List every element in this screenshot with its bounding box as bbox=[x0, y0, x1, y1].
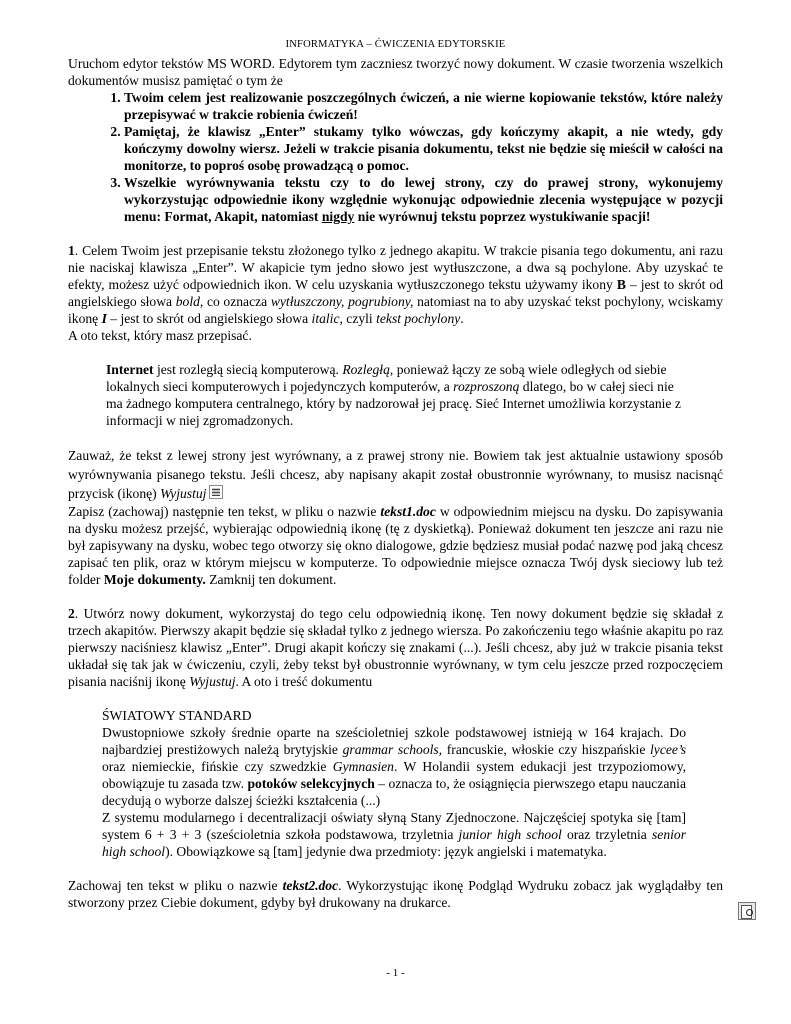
rule-item-2: 2. Pamiętaj, że klawisz „Enter” stukamy tylko wówczas, gdy kończymy akapit, a nie wtedy, gdy kończymy dowolny wiersz. Jeżeli w trakcie pisania dokumentu, tekst nie będzie się mieścił w całości na monitorze, to poproś osobę prowadzącą o pomoc. bbox=[124, 123, 723, 174]
document-page bbox=[68, 36, 723, 911]
final-paragraph: Zachowaj ten tekst w pliku o nazwie tekst2.doc. Wykorzystując ikonę Podgląd Wydruku zobacz jak wyglądałby ten stworzony przez Ciebie dokument, gdyby był drukowany na drukarce. bbox=[68, 878, 723, 910]
justify-paragraph: Zauważ, że tekst z lewej strony jest wyrównany, a z prawej strony nie. Bowiem tak jest aktualnie ustawiony sposób wyrównywania pisanego tekstu. Jeśli chcesz, aby napisany akapit został obustronnie wyrównany, to musisz nacisnąć przycisk (ikonę) Wyjustuj bbox=[68, 448, 723, 501]
intro-paragraph: Uruchom edytor tekstów MS WORD. Edytorem tym zaczniesz tworzyć nowy dokument. W czasie tworzenia wszelkich dokumentów musisz pamiętać o tym że bbox=[68, 56, 723, 88]
underlined-word: nigdy bbox=[321, 209, 355, 224]
exercise-1-paragraph: 1. Celem Twoim jest przepisanie tekstu złożonego tylko z jednego akapitu. W trakcie pisania tego dokumentu, ani razu nie naciskaj klawisza „Enter”. W akapicie tym jedno słowo jest wytłuszczone, a dwa są pochylone. Aby uzyskać te efekty, możesz użyć odpowiednich ikon. W celu uzyskania wytłuszczonego tekstu używamy ikony B – jest to skrót od angielskiego słowa bold, co oznacza wytłuszczony, pogrubiony, natomiast na to aby uzyskać tekst pochylony, wciskamy ikonę I – jest to skrót od angielskiego słowa italic, czyli tekst pochylony. bbox=[68, 243, 723, 326]
save-paragraph: Zapisz (zachowaj) następnie ten tekst, w pliku o nazwie tekst1.doc w odpowiednim miejscu na dysku. Do zapisywania na dysku możesz przejść, wybierając odpowiednią ikonę (tę z dyskietką). Ponieważ dokument ten jeszcze ani razu nie był zapisywany na dysku, wobec tego otworzy się okno dialogowe, gdzie będziesz musiał podać nazwę pod jaką chcesz zapisać ten plik, oraz w którym miejscu w komputerze. To odpowiednie miejsce oznacza Twój dysk sieciowy lub też folder Moje dokumenty. Zamknij ten dokument. bbox=[68, 504, 723, 587]
quote-paragraph-2: Z systemu modularnego i decentralizacji oświaty słyną Stany Zjednoczone. Najczęściej spotyka się [tam] system 6 + 3 + 3 (sześcioletnia szkoła podstawowa, trzyletnia junior high school oraz trzyletnia senior high school). Obowiązkowe są [tam] jedynie dwa przedmioty: język angielski i matematyka. bbox=[102, 810, 686, 859]
exercise-1-lead: A oto tekst, który masz przepisać. bbox=[68, 328, 252, 343]
standard-quote bbox=[102, 707, 686, 860]
exercise-number: 1 bbox=[68, 243, 75, 258]
page-number: - 1 - bbox=[386, 967, 405, 979]
exercise-number: 2 bbox=[68, 606, 75, 621]
rule-item-3: 3. Wszelkie wyrównywania tekstu czy to do lewej strony, czy do prawej strony, wykonujemy wykorzystując odpowiednie ikony względnie wykonując odpowiednie zlecenia występujące w pozycji menu: Format, Akapit, natomiast nigdy nie wyrównuj tekstu poprzez wystukiwanie spacji! bbox=[124, 174, 723, 225]
internet-quote: Internet jest rozległą siecią komputerową. Rozległą, ponieważ łączy ze sobą wiele odległych od siebie lokalnych sieci komputerowych i pojedynczych komputerów, a rozproszoną dlatego, bo w całej sieci nie ma żadnego komputera centralnego, który by nadzorował jej pracę. Sieć Internet umożliwia korzystanie z informacji w niej zgromadzonych. bbox=[106, 362, 681, 428]
rules-list bbox=[68, 89, 723, 225]
print-preview-icon bbox=[738, 902, 756, 920]
quote-title: ŚWIATOWY STANDARD bbox=[102, 708, 252, 723]
rule-item-1: 1. Twoim celem jest realizowanie poszczególnych ćwiczeń, a nie wierne kopiowanie tekstów, które należy przepisywać w trakcie robienia ćwiczeń! bbox=[124, 89, 723, 123]
quote-paragraph-1: Dwustopniowe szkoły średnie oparte na sześcioletniej szkole podstawowej istnieją w 164 krajach. Do najbardziej prestiżowych należą brytyjskie grammar schools, francuskie, włoskie czy hiszpańskie lycee’s oraz niemieckie, fińskie czy szwedzkie Gymnasien. W Holandii system edukacji jest trzypoziomowy, obowiązuje tu zasada tzw. potoków selekcyjnych – oznacza to, że osiągnięcia pierwszego etapu nauczania decydują o wyborze dalszej ścieżki kształcenia (...) bbox=[102, 725, 687, 808]
justify-align-icon bbox=[209, 485, 223, 499]
exercise-2-paragraph: 2. Utwórz nowy dokument, wykorzystaj do tego celu odpowiednią ikonę. Ten nowy dokument będzie się składał z trzech akapitów. Pierwszy akapit będzie się składał tylko z jednego wiersza. Po zakończeniu tego właśnie akapitu po raz pierwszy naciśniesz klawisz „Enter”. Drugi akapit kończy się znakami (...). Jeśli chcesz, aby już w trakcie pisania tekst układał się tak jak w ćwiczeniu, czyli, żeby tekst był obustronnie wyrównany, w tym celu jeszcze przed rozpoczęciem pisania naciśnij ikonę Wyjustuj. A oto i treść dokumentu bbox=[68, 606, 723, 689]
page-header: INFORMATYKA – ĆWICZENIA EDYTORSKIE bbox=[285, 39, 506, 50]
